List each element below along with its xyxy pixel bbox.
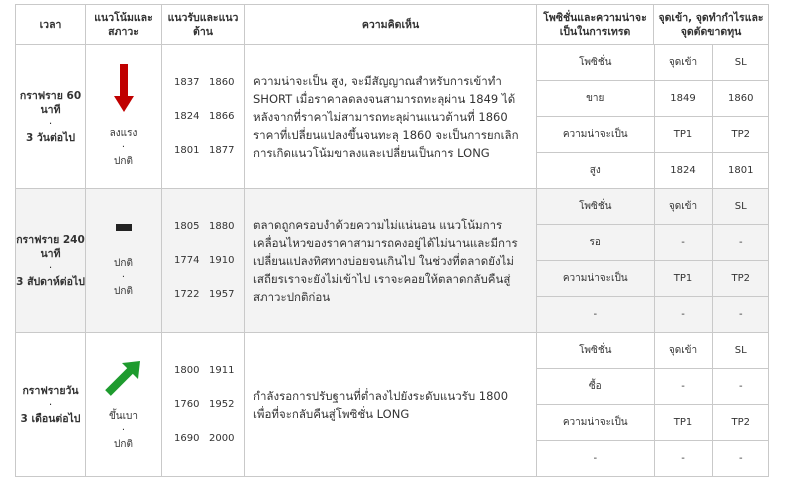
grid-row <box>537 297 769 333</box>
table-row <box>16 189 769 333</box>
comment-cell: ตลาดถูกครอบงำด้วยความไม่แน่นอน แนวโน้มการเคลื่อนไหวของราคาสามารถคงอยู่ได้ไม่นานและมีการเปลี่ยนแปลงทิศทางบ่อยจนเกินไป ในช่วงที่ตลาดยังไม่เสถียรเราจะยังไม่เข้าไป เราจะคอยให้ตลาดกลับคืนสู่สภาวะปกติก่อน <box>245 189 537 333</box>
timeframe-label: กราฟราย 60 นาที <box>19 89 82 116</box>
grid-row <box>537 369 769 405</box>
grid-row <box>537 117 769 153</box>
header-trend: แนวโน้มและสภาวะ <box>86 5 162 45</box>
comment-cell: ความน่าจะเป็น สูง, จะมีสัญญาณสำหรับการเข้าทำ SHORT เมื่อราคาลดลงจนสามารถทะลุผ่าน 1849 ได้ หลังจากที่ราคาไม่สามารถทะลุผ่านแนวต้านที่ 1860 ราคาที่เปลี่ยนแปลงขึ้นจนทะลุ 1860 จะเป็นการยกเลิกการเกิดแนวโน้มขาลงและเปลี่ยนเป็นการ LONG <box>245 45 537 189</box>
grid-cell: TP1 <box>654 405 712 441</box>
grid-cell: SL <box>712 333 769 369</box>
timeframe-cell <box>16 45 86 189</box>
timeframe-label: กราฟรายวัน <box>22 384 79 397</box>
resistance-value: 1911 <box>209 365 235 376</box>
duration-label: 3 สัปดาห์ต่อไป <box>16 275 85 288</box>
separator-dot: · <box>48 117 53 130</box>
support-value: 1837 <box>174 77 200 88</box>
position-grid-cell <box>537 45 769 189</box>
grid-cell: SL <box>712 45 769 81</box>
duration-label: 3 วันต่อไป <box>25 131 76 144</box>
grid-cell: จุดเข้า <box>654 45 712 81</box>
grid-cell: 1849 <box>654 81 712 117</box>
level-row <box>174 134 244 168</box>
grid-row <box>537 405 769 441</box>
header-points: จุดเข้า, จุดทำกำไรและจุดตัดขาดทุน <box>654 5 769 45</box>
support-value: 1722 <box>174 289 200 300</box>
grid-cell: ความน่าจะเป็น <box>537 261 654 297</box>
grid-cell: 1860 <box>712 81 769 117</box>
trend-cell <box>86 189 162 333</box>
header-comment: ความคิดเห็น <box>245 5 537 45</box>
resistance-value: 2000 <box>209 433 235 444</box>
grid-row <box>537 81 769 117</box>
level-row <box>174 100 244 134</box>
grid-row <box>537 153 769 189</box>
support-value: 1805 <box>174 221 200 232</box>
grid-cell: TP2 <box>712 405 769 441</box>
levels-cell <box>162 333 245 477</box>
resistance-value: 1877 <box>209 145 235 156</box>
grid-cell: TP1 <box>654 261 712 297</box>
condition-label: ปกติ <box>114 439 133 450</box>
header-position: โพซิชั่นและความน่าจะเป็นในการเทรด <box>537 5 654 45</box>
separator-dot: · <box>121 425 126 436</box>
table-row <box>16 45 769 189</box>
resistance-value: 1880 <box>209 221 235 232</box>
grid-row <box>537 45 769 81</box>
trend-cell <box>86 45 162 189</box>
position-grid <box>537 45 769 188</box>
grid-cell: โพซิชั่น <box>537 189 654 225</box>
position-grid-cell <box>537 333 769 477</box>
timeframe-label: กราฟราย 240 นาที <box>16 233 85 260</box>
condition-label: ปกติ <box>114 156 133 167</box>
level-row <box>174 210 244 244</box>
level-row <box>174 66 244 100</box>
trend-label: ลงแรง <box>109 128 138 139</box>
support-value: 1760 <box>174 399 200 410</box>
grid-cell: จุดเข้า <box>654 333 712 369</box>
grid-cell: - <box>712 225 769 261</box>
grid-cell: - <box>537 297 654 333</box>
resistance-value: 1952 <box>209 399 235 410</box>
grid-cell: - <box>654 225 712 261</box>
grid-cell: ความน่าจะเป็น <box>537 405 654 441</box>
resistance-value: 1860 <box>209 77 235 88</box>
grid-cell: ความน่าจะเป็น <box>537 117 654 153</box>
level-row <box>174 388 244 422</box>
support-value: 1800 <box>174 365 200 376</box>
resistance-value: 1910 <box>209 255 235 266</box>
arrow-up-right-green-icon <box>86 357 161 402</box>
grid-cell: TP1 <box>654 117 712 153</box>
support-value: 1774 <box>174 255 200 266</box>
grid-cell: - <box>654 441 712 477</box>
resistance-value: 1866 <box>209 111 235 122</box>
support-value: 1690 <box>174 433 200 444</box>
support-value: 1801 <box>174 145 200 156</box>
grid-cell: โพซิชั่น <box>537 45 654 81</box>
header-levels: แนวรับและแนวต้าน <box>162 5 245 45</box>
grid-cell: - <box>712 441 769 477</box>
separator-dot: · <box>48 398 53 411</box>
duration-label: 3 เดือนต่อไป <box>20 412 81 425</box>
grid-row <box>537 261 769 297</box>
grid-cell: 1801 <box>712 153 769 189</box>
position-grid <box>537 333 769 476</box>
grid-cell: ขาย <box>537 81 654 117</box>
grid-cell: SL <box>712 189 769 225</box>
grid-cell: - <box>712 369 769 405</box>
grid-cell: - <box>712 297 769 333</box>
grid-cell: - <box>654 369 712 405</box>
trend-cell <box>86 333 162 477</box>
resistance-value: 1957 <box>209 289 235 300</box>
dash-flat-icon <box>86 223 161 237</box>
support-value: 1824 <box>174 111 200 122</box>
separator-dot: · <box>121 271 126 283</box>
separator-dot: · <box>48 261 53 274</box>
grid-cell: ซื้อ <box>537 369 654 405</box>
grid-row <box>537 333 769 369</box>
arrow-down-red-icon <box>86 64 161 119</box>
level-row <box>174 278 244 312</box>
condition-label: ปกติ <box>114 285 133 297</box>
level-row <box>174 244 244 278</box>
grid-cell: - <box>654 297 712 333</box>
separator-dot: · <box>121 142 126 153</box>
position-grid-cell <box>537 189 769 333</box>
level-row <box>174 422 244 456</box>
trend-label: ปกติ <box>114 257 133 269</box>
grid-row <box>537 225 769 261</box>
analysis-table <box>15 4 769 477</box>
grid-cell: สูง <box>537 153 654 189</box>
grid-cell: - <box>537 441 654 477</box>
grid-cell: TP2 <box>712 261 769 297</box>
grid-row <box>537 441 769 477</box>
grid-cell: รอ <box>537 225 654 261</box>
levels-cell <box>162 45 245 189</box>
level-row <box>174 354 244 388</box>
grid-row <box>537 189 769 225</box>
timeframe-cell <box>16 333 86 477</box>
trend-label: ขึ้นเบา <box>108 411 139 422</box>
comment-cell: กำลังรอการปรับฐานที่ต่ำลงไปยังระดับแนวรับ 1800 เพื่อที่จะกลับคืนสู่โพซิชั่น LONG <box>245 333 537 477</box>
grid-cell: 1824 <box>654 153 712 189</box>
table-row <box>16 333 769 477</box>
levels-cell <box>162 189 245 333</box>
grid-cell: จุดเข้า <box>654 189 712 225</box>
position-grid <box>537 189 769 332</box>
header-row <box>16 5 769 45</box>
header-time: เวลา <box>16 5 86 45</box>
timeframe-cell <box>16 189 86 333</box>
grid-cell: โพซิชั่น <box>537 333 654 369</box>
grid-cell: TP2 <box>712 117 769 153</box>
